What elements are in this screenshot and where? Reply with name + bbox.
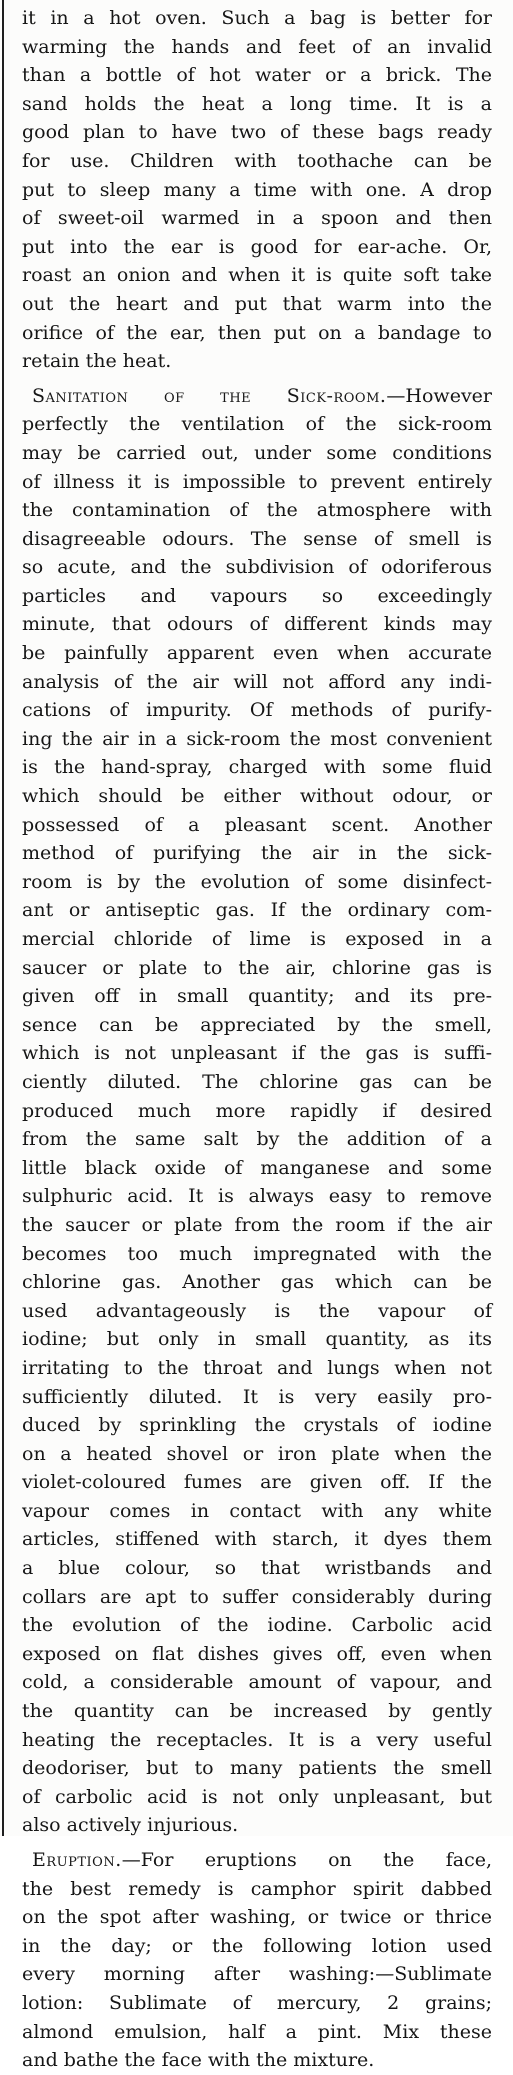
text-line: sulphuric acid. It is always easy to remove — [22, 1185, 492, 1208]
text-line: chlorine gas. Another gas which can be — [22, 1271, 492, 1294]
text-line: of sweet-oil warmed in a spoon and then — [22, 207, 492, 230]
text-line — [22, 382, 492, 411]
text-line: warming the hands and feet of an invalid — [22, 35, 492, 58]
text-line: articles, stiffened with starch, it dyes them — [22, 1528, 492, 1551]
text-line: put into the ear is good for ear-ache. Or, — [22, 235, 492, 258]
text-line: than a bottle of hot water or a brick. The — [22, 64, 492, 87]
text-line: duced by sprinkling the crystals of iodine — [22, 1414, 492, 1437]
line-text: —For eruptions on the face, — [121, 1849, 492, 1871]
text-line: which is not unpleasant if the gas is suffi- — [22, 1042, 492, 1065]
article-column — [22, 4, 492, 2075]
text-line: the best remedy is camphor spirit dabbed — [22, 1877, 492, 1900]
text-line: given off in small quantity; and its pre- — [22, 985, 492, 1008]
text-line: orifice of the ear, then put on a bandage to — [22, 321, 492, 344]
text-line: little black oxide of manganese and some — [22, 1156, 492, 1179]
text-line: heating the receptacles. It is a very useful — [22, 1728, 492, 1751]
text-line: almond emulsion, half a pint. Mix these — [22, 2020, 492, 2043]
text-line: a blue colour, so that wristbands and — [22, 1557, 492, 1580]
text-line: good plan to have two of these bags ready — [22, 121, 492, 144]
text-line: disagreeable odours. The sense of smell is — [22, 527, 492, 550]
text-line: sufficiently diluted. It is very easily pro- — [22, 1385, 492, 1408]
text-line: irritating to the throat and lungs when not — [22, 1356, 492, 1379]
text-line: roast an onion and when it is quite soft take — [22, 264, 492, 287]
text-line: ciently diluted. The chlorine gas can be — [22, 1070, 492, 1093]
text-line: produced much more rapidly if desired — [22, 1099, 492, 1122]
text-line: also actively injurious. — [22, 1814, 239, 1837]
column-rule — [2, 0, 4, 1836]
text-line: the saucer or plate from the room if the air — [22, 1213, 492, 1236]
text-line: lotion: Sublimate of mercury, 2 grains; — [22, 1991, 492, 2014]
text-line: analysis of the air will not afford any indi- — [22, 670, 492, 693]
text-line: iodine; but only in small quantity, as its — [22, 1328, 492, 1351]
line-text: —However — [386, 384, 492, 407]
section-heading: Sanitation of the Sick-room. — [32, 384, 387, 407]
text-line: deodoriser, but to many patients the smell — [22, 1757, 492, 1780]
text-line: may be carried out, under some conditions — [22, 441, 492, 464]
text-line: of illness it is impossible to prevent entirely — [22, 470, 492, 493]
section-heading: Eruption. — [32, 1849, 122, 1871]
text-line: is the hand-spray, charged with some fluid — [22, 756, 492, 779]
text-line: on a heated shovel or iron plate when the — [22, 1442, 492, 1465]
text-line: method of purifying the air in the sick- — [22, 842, 492, 865]
text-line: cations of impurity. Of methods of purify- — [22, 699, 492, 722]
text-line: every morning after washing:—Sublimate — [22, 1963, 492, 1986]
text-line: and bathe the face with the mixture. — [22, 2049, 375, 2072]
text-line: cold, a considerable amount of vapour, and — [22, 1671, 492, 1694]
text-line: in the day; or the following lotion used — [22, 1934, 492, 1957]
text-line: mercial chloride of lime is exposed in a — [22, 928, 492, 950]
paragraph-p3 — [22, 1846, 492, 2075]
text-line: becomes too much impregnated with the — [22, 1242, 492, 1265]
text-line: exposed on flat dishes gives off, even when — [22, 1642, 492, 1665]
text-line: possessed of a pleasant scent. Another — [22, 813, 492, 836]
text-line: ant or antiseptic gas. If the ordinary com- — [22, 899, 492, 922]
text-line: room is by the evolution of some disinfect- — [22, 870, 492, 893]
text-line: the evolution of the iodine. Carbolic acid — [22, 1614, 492, 1637]
text-line: minute, that odours of different kinds may — [22, 613, 492, 636]
text-line: ing the air in a sick-room the most convenient — [22, 727, 492, 750]
text-line: so acute, and the subdivision of odoriferous — [22, 556, 492, 579]
text-line: particles and vapours so exceedingly — [22, 584, 492, 607]
text-line: sence can be appreciated by the smell, — [22, 1013, 492, 1036]
text-line: saucer or plate to the air, chlorine gas is — [22, 956, 492, 979]
paragraph-p2 — [22, 382, 492, 1840]
text-line: out the heart and put that warm into the — [22, 292, 492, 315]
text-line: on the spot after washing, or twice or thrice — [22, 1906, 492, 1929]
text-line: violet-coloured fumes are given off. If the — [22, 1471, 492, 1494]
text-line: be painfully apparent even when accurate — [22, 642, 492, 665]
text-line: it in a hot oven. Such a bag is better for — [22, 7, 492, 29]
text-line: vapour comes in contact with any white — [22, 1499, 492, 1522]
text-line: of carbolic acid is not only unpleasant, but — [22, 1785, 492, 1808]
text-line: sand holds the heat a long time. It is a — [22, 92, 492, 115]
paragraph-p1 — [22, 4, 492, 376]
text-line: which should be either without odour, or — [22, 785, 492, 808]
text-line: collars are apt to suffer considerably during — [22, 1585, 492, 1608]
text-line: perfectly the ventilation of the sick-room — [22, 413, 492, 436]
text-line: for use. Children with toothache can be — [22, 149, 492, 172]
text-line: retain the heat. — [22, 350, 172, 373]
text-line: the quantity can be increased by gently — [22, 1700, 492, 1723]
text-line: from the same salt by the addition of a — [22, 1128, 492, 1151]
text-line: the contamination of the atmosphere with — [22, 499, 492, 522]
text-line: used advantageously is the vapour of — [22, 1299, 492, 1322]
text-line — [22, 1846, 492, 1875]
text-line: put to sleep many a time with one. A drop — [22, 178, 492, 201]
